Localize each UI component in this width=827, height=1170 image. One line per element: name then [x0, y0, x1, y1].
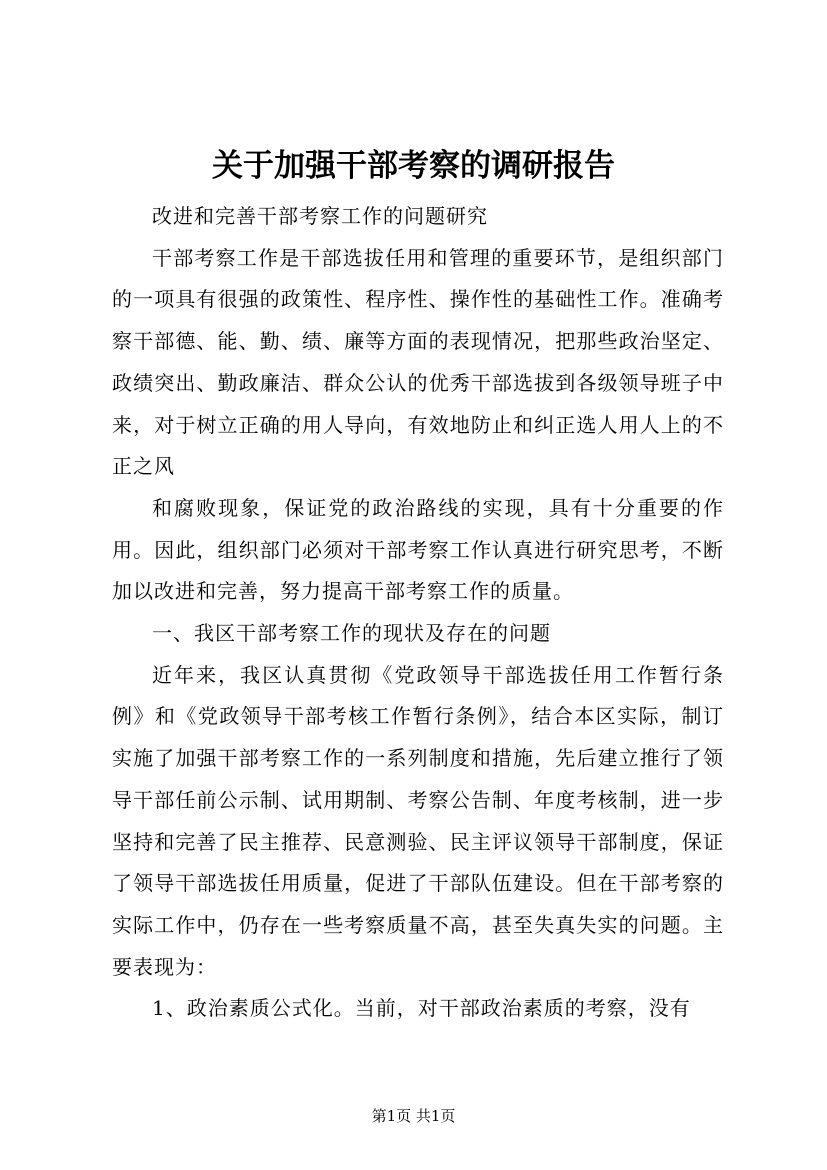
paragraph: 1、政治素质公式化。当前，对干部政治素质的考察，没有: [152, 996, 691, 1021]
page-footer: 第1页 共1页: [371, 1107, 456, 1125]
paragraph: 近年来，我区认真贯彻《党政领导干部选拔任用工作暂行条例》和《党政领导干部考核工作暂行条例》，结合本区实际，制订实施了加强干部考察工作的一系列制度和措施，先后建立推行了领导干部任前公示制、试用期制、考察公告制、年度考核制，进一步坚持和完善了民主推荐、民意测验、民主评议领导干部制度，保证了领导干部选拔任用质量，促进了干部队伍建设。但在干部考察的实际工作中，仍存在一些考察质量不高，甚至失真失实的问题。主要表现为：: [112, 662, 724, 979]
section-subtitle: 改进和完善干部考察工作的问题研究: [152, 204, 488, 228]
section-heading: 一、我区干部考察工作的现状及存在的问题: [152, 621, 551, 646]
document-title: 关于加强干部考察的调研报告: [212, 148, 615, 184]
document-body: [112, 196, 724, 1030]
paragraph: 和腐败现象，保证党的政治路线的实现，具有十分重要的作用。因此，组织部门必须对干部考察工作认真进行研究思考，不断加以改进和完善，努力提高干部考察工作的质量。: [112, 495, 724, 604]
paragraph: 干部考察工作是干部选拔任用和管理的重要环节，是组织部门的一项具有很强的政策性、程序性、操作性的基础性工作。准确考察干部德、能、勤、绩、廉等方面的表现情况，把那些政治坚定、政绩突出、勤政廉洁、群众公认的优秀干部选拔到各级领导班子中来，对于树立正确的用人导向，有效地防止和纠正选人用人上的不正之风: [112, 245, 724, 479]
